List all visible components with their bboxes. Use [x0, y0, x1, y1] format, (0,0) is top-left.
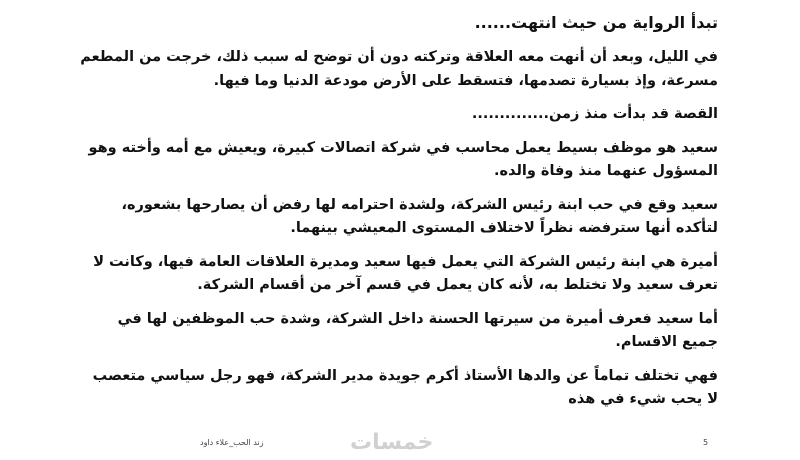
paragraph-3: سعيد هو موظف بسيط يعمل محاسب في شركة اتصالات كبيرة، ويعيش مع أمه وأخته وهو المسؤول عنهما منذ وفاة والده.	[88, 139, 718, 179]
document-body	[80, 12, 718, 422]
paragraph-7: فهي تختلف تماماً عن والدها الأستاذ أكرم جويدة مدير الشركة، فهو رجل سياسي متعصب لا يحب شيء في هذه	[92, 367, 718, 407]
footer-book-title: زند الحب_علاء داود	[200, 438, 264, 447]
page-number: 5	[703, 438, 709, 447]
watermark-logo: خمسات	[350, 430, 434, 455]
page-footer	[0, 430, 800, 460]
chapter-heading: تبدأ الرواية من حيث انتهت......	[474, 13, 718, 32]
paragraph-4: سعيد وقع في حب ابنة رئيس الشركة، ولشدة احترامه لها رفض أن يصارحها بشعوره، لتأكده أنها سترفضه نظراً لاختلاف المستوى المعيشي بينهما.	[121, 196, 718, 236]
paragraph-2: القصة قد بدأت منذ زمن..............	[471, 106, 718, 122]
paragraph-1: في الليل، وبعد أن أنهت معه العلاقة وتركته دون أن توضح له سبب ذلك، خرجت من المطعم مسرعة، وإذ بسيارة تصدمها، فتسقط على الأرض مودعة الدنيا وما فيها.	[80, 49, 718, 89]
paragraph-6: أما سعيد فعرف أميرة من سيرتها الحسنة داخل الشركة، وشدة حب الموظفين لها في جميع الاقسام.	[117, 310, 718, 350]
paragraph-5: أميرة هي ابنة رئيس الشركة التي يعمل فيها سعيد ومديرة العلاقات العامة فيها، وكانت لا تعرف سعيد ولا تختلط به، لأنه كان يعمل في قسم آخر من أقسام الشركة.	[93, 253, 718, 293]
